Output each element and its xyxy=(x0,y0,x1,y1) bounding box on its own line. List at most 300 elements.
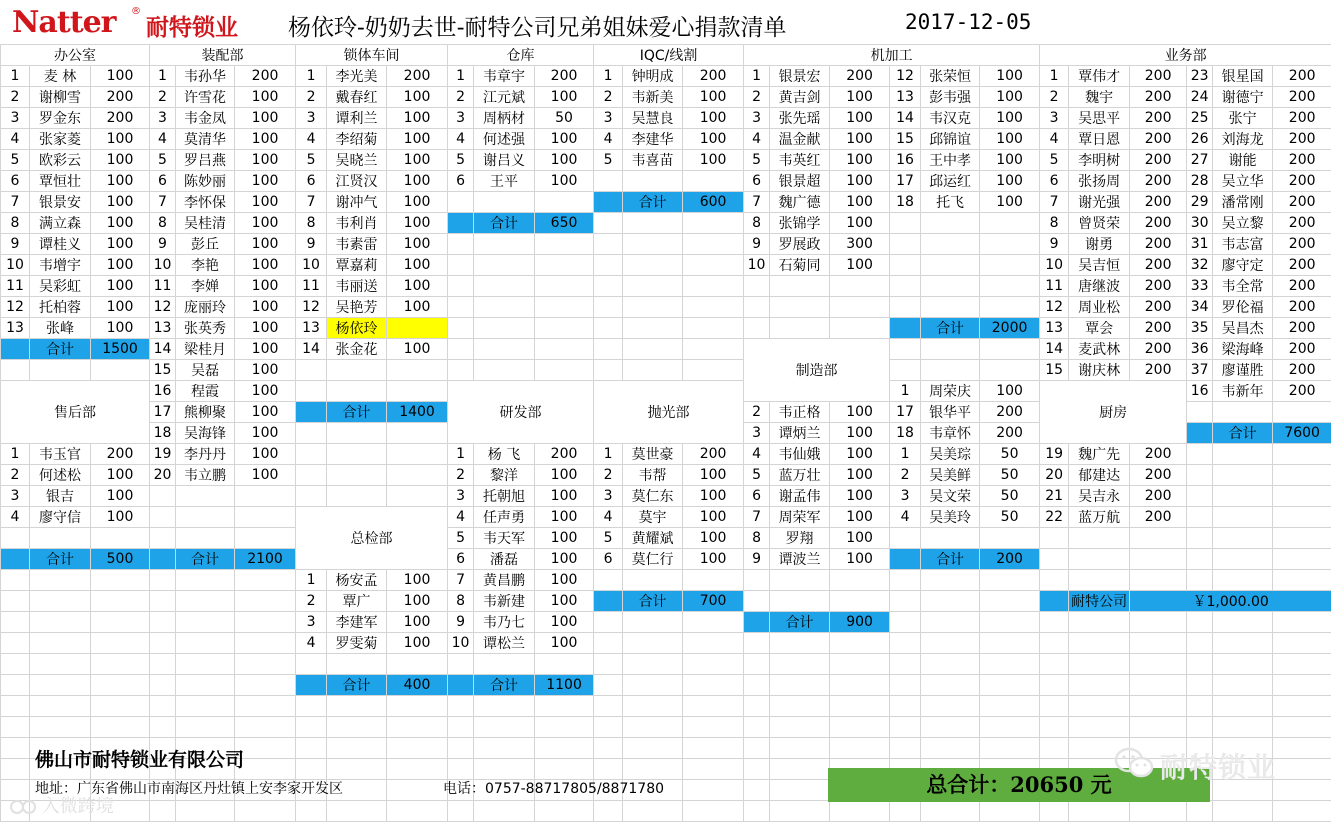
donor-name[interactable]: 谢能 xyxy=(1213,150,1273,171)
empty-cell[interactable] xyxy=(980,339,1040,360)
donation-amount[interactable]: 200 xyxy=(235,66,296,87)
donor-name[interactable]: 罗吕燕 xyxy=(176,150,235,171)
donation-amount[interactable]: 200 xyxy=(1273,339,1331,360)
donation-amount[interactable]: 100 xyxy=(91,465,150,486)
empty-cell[interactable] xyxy=(387,717,448,738)
empty-cell[interactable] xyxy=(623,801,683,822)
donor-name[interactable]: 韦志富 xyxy=(1213,234,1273,255)
donor-name[interactable]: 张峰 xyxy=(30,318,91,339)
empty-cell[interactable] xyxy=(535,654,594,675)
dept-header[interactable]: 机加工 xyxy=(744,45,1040,66)
row-number[interactable]: 1 xyxy=(744,66,770,87)
empty-cell[interactable] xyxy=(176,654,235,675)
row-number[interactable]: 4 xyxy=(1040,129,1069,150)
empty-cell[interactable] xyxy=(327,759,387,780)
empty-cell[interactable] xyxy=(1,633,30,654)
donation-amount[interactable]: 50 xyxy=(980,444,1040,465)
empty-cell[interactable] xyxy=(91,570,150,591)
total-label[interactable]: 合计 xyxy=(623,192,683,213)
donation-amount[interactable]: 200 xyxy=(1273,381,1331,402)
donation-amount[interactable]: 50 xyxy=(980,507,1040,528)
donor-name[interactable]: 张荣恒 xyxy=(921,66,980,87)
empty-cell[interactable] xyxy=(235,675,296,696)
donor-name[interactable]: 彭韦强 xyxy=(921,87,980,108)
row-number[interactable]: 30 xyxy=(1187,213,1213,234)
empty-cell[interactable] xyxy=(448,801,474,822)
row-number[interactable]: 3 xyxy=(1,108,30,129)
donor-name[interactable]: 谭利兰 xyxy=(327,108,387,129)
row-number[interactable]: 34 xyxy=(1187,297,1213,318)
donation-amount[interactable]: 200 xyxy=(1130,444,1187,465)
empty-cell[interactable] xyxy=(150,717,176,738)
donor-name[interactable]: 潘磊 xyxy=(474,549,535,570)
row-number[interactable]: 12 xyxy=(1,297,30,318)
empty-cell[interactable] xyxy=(1130,801,1187,822)
row-number[interactable]: 11 xyxy=(150,276,176,297)
row-number[interactable]: 9 xyxy=(448,612,474,633)
empty-cell[interactable] xyxy=(235,696,296,717)
empty-cell[interactable] xyxy=(150,696,176,717)
empty-cell[interactable] xyxy=(1213,549,1273,570)
empty-cell[interactable] xyxy=(327,717,387,738)
empty-cell[interactable] xyxy=(1213,801,1273,822)
dept-header[interactable]: 仓库 xyxy=(448,45,594,66)
donation-amount[interactable]: 100 xyxy=(91,486,150,507)
row-number[interactable]: 6 xyxy=(744,486,770,507)
row-number[interactable]: 10 xyxy=(1,255,30,276)
empty-cell[interactable] xyxy=(327,654,387,675)
row-number[interactable]: 1 xyxy=(448,66,474,87)
empty-cell[interactable] xyxy=(296,738,327,759)
donor-name[interactable]: 王中孝 xyxy=(921,150,980,171)
donation-amount[interactable]: 100 xyxy=(535,87,594,108)
donor-name[interactable]: 韦英红 xyxy=(770,150,830,171)
empty-cell[interactable] xyxy=(890,612,921,633)
empty-cell[interactable] xyxy=(890,234,921,255)
empty-cell[interactable] xyxy=(535,738,594,759)
donation-amount[interactable]: 200 xyxy=(1130,360,1187,381)
empty-cell[interactable] xyxy=(744,633,770,654)
donation-amount[interactable]: 100 xyxy=(683,129,744,150)
donation-amount[interactable]: 100 xyxy=(830,255,890,276)
donor-name[interactable]: 麦武林 xyxy=(1069,339,1130,360)
empty-cell[interactable] xyxy=(744,675,770,696)
total-amount[interactable]: 1500 xyxy=(91,339,150,360)
donor-name[interactable]: 李婵 xyxy=(176,276,235,297)
empty-cell[interactable] xyxy=(683,234,744,255)
total-amount[interactable]: 200 xyxy=(980,549,1040,570)
donor-name[interactable]: 庞丽玲 xyxy=(176,297,235,318)
empty-cell[interactable] xyxy=(448,255,474,276)
empty-cell[interactable] xyxy=(980,528,1040,549)
total-spacer[interactable] xyxy=(150,549,176,570)
donation-amount[interactable]: 100 xyxy=(535,171,594,192)
empty-cell[interactable] xyxy=(744,759,770,780)
empty-cell[interactable] xyxy=(296,444,327,465)
donation-amount[interactable]: 200 xyxy=(1130,507,1187,528)
total-spacer[interactable] xyxy=(1040,591,1069,612)
donor-name[interactable]: 廖谨胜 xyxy=(1213,360,1273,381)
empty-cell[interactable] xyxy=(1130,633,1187,654)
empty-cell[interactable] xyxy=(176,696,235,717)
empty-cell[interactable] xyxy=(744,780,770,801)
donation-amount[interactable]: 100 xyxy=(91,255,150,276)
empty-cell[interactable] xyxy=(594,255,623,276)
empty-cell[interactable] xyxy=(1130,717,1187,738)
donation-amount[interactable]: 200 xyxy=(1273,255,1331,276)
total-spacer[interactable] xyxy=(890,549,921,570)
empty-cell[interactable] xyxy=(683,213,744,234)
empty-cell[interactable] xyxy=(770,696,830,717)
donation-amount[interactable]: 200 xyxy=(683,66,744,87)
empty-cell[interactable] xyxy=(683,759,744,780)
empty-cell[interactable] xyxy=(744,738,770,759)
empty-cell[interactable] xyxy=(744,318,770,339)
row-number[interactable]: 3 xyxy=(296,108,327,129)
row-number[interactable]: 1 xyxy=(1,66,30,87)
empty-cell[interactable] xyxy=(535,339,594,360)
donor-name[interactable]: 周业松 xyxy=(1069,297,1130,318)
empty-cell[interactable] xyxy=(830,591,890,612)
empty-cell[interactable] xyxy=(594,213,623,234)
row-number[interactable]: 14 xyxy=(890,108,921,129)
empty-cell[interactable] xyxy=(623,276,683,297)
row-number[interactable]: 7 xyxy=(1,192,30,213)
donor-name[interactable]: 吴思平 xyxy=(1069,108,1130,129)
total-spacer[interactable] xyxy=(594,591,623,612)
empty-cell[interactable] xyxy=(890,696,921,717)
empty-cell[interactable] xyxy=(594,570,623,591)
total-label[interactable]: 合计 xyxy=(921,318,980,339)
empty-cell[interactable] xyxy=(448,192,474,213)
donation-amount[interactable]: 200 xyxy=(1130,87,1187,108)
donor-name[interactable]: 韦章怀 xyxy=(921,423,980,444)
row-number[interactable]: 8 xyxy=(1040,213,1069,234)
empty-cell[interactable] xyxy=(1273,507,1331,528)
row-number[interactable]: 36 xyxy=(1187,339,1213,360)
donor-name[interactable]: 莫仁东 xyxy=(623,486,683,507)
empty-cell[interactable] xyxy=(921,297,980,318)
empty-cell[interactable] xyxy=(594,717,623,738)
donation-amount[interactable]: 100 xyxy=(91,234,150,255)
donation-amount[interactable]: 200 xyxy=(1130,192,1187,213)
row-number[interactable]: 23 xyxy=(1187,66,1213,87)
total-spacer[interactable] xyxy=(448,213,474,234)
total-label[interactable]: 合计 xyxy=(327,402,387,423)
empty-cell[interactable] xyxy=(1273,654,1331,675)
dept-header[interactable]: 总检部 xyxy=(296,507,448,570)
empty-cell[interactable] xyxy=(1273,675,1331,696)
donation-amount[interactable]: 200 xyxy=(1130,255,1187,276)
empty-cell[interactable] xyxy=(683,255,744,276)
donor-name[interactable]: 蓝万壮 xyxy=(770,465,830,486)
empty-cell[interactable] xyxy=(327,738,387,759)
donation-amount[interactable]: 100 xyxy=(235,255,296,276)
empty-cell[interactable] xyxy=(176,675,235,696)
donation-amount[interactable]: 100 xyxy=(535,507,594,528)
donor-name[interactable]: 唐继波 xyxy=(1069,276,1130,297)
empty-cell[interactable] xyxy=(683,360,744,381)
donor-name[interactable]: 吴立华 xyxy=(1213,171,1273,192)
total-spacer[interactable] xyxy=(1,549,30,570)
row-number[interactable]: 10 xyxy=(1040,255,1069,276)
donation-amount[interactable]: 100 xyxy=(387,633,448,654)
empty-cell[interactable] xyxy=(448,654,474,675)
empty-cell[interactable] xyxy=(474,297,535,318)
empty-cell[interactable] xyxy=(535,255,594,276)
donor-name[interactable]: 廖守定 xyxy=(1213,255,1273,276)
donation-amount[interactable]: 200 xyxy=(1273,318,1331,339)
donor-name[interactable]: 罗金东 xyxy=(30,108,91,129)
donor-name[interactable]: 韦立鹏 xyxy=(176,465,235,486)
donor-name[interactable]: 吴桂清 xyxy=(176,213,235,234)
empty-cell[interactable] xyxy=(921,339,980,360)
donor-name[interactable]: 杨依玲 xyxy=(327,318,387,339)
empty-cell[interactable] xyxy=(235,486,296,507)
donation-amount[interactable]: 200 xyxy=(1273,171,1331,192)
empty-cell[interactable] xyxy=(1,360,30,381)
donor-name[interactable]: 银华平 xyxy=(921,402,980,423)
empty-cell[interactable] xyxy=(535,276,594,297)
donor-name[interactable]: 彭丘 xyxy=(176,234,235,255)
empty-cell[interactable] xyxy=(1040,801,1069,822)
empty-cell[interactable] xyxy=(1040,570,1069,591)
donor-name[interactable]: 谢孟伟 xyxy=(770,486,830,507)
donation-amount[interactable]: 100 xyxy=(683,507,744,528)
donation-amount[interactable]: 100 xyxy=(535,465,594,486)
empty-cell[interactable] xyxy=(921,528,980,549)
row-number[interactable]: 12 xyxy=(890,66,921,87)
empty-cell[interactable] xyxy=(150,507,176,528)
empty-cell[interactable] xyxy=(980,738,1040,759)
donation-amount[interactable]: 100 xyxy=(535,570,594,591)
donation-amount[interactable]: 100 xyxy=(980,192,1040,213)
donor-name[interactable]: 张先瑶 xyxy=(770,108,830,129)
donation-amount[interactable]: 200 xyxy=(830,66,890,87)
row-number[interactable]: 14 xyxy=(296,339,327,360)
row-number[interactable]: 14 xyxy=(1040,339,1069,360)
donation-amount[interactable]: 100 xyxy=(980,381,1040,402)
empty-cell[interactable] xyxy=(890,591,921,612)
empty-cell[interactable] xyxy=(623,570,683,591)
donor-name[interactable]: 黎洋 xyxy=(474,465,535,486)
empty-cell[interactable] xyxy=(683,612,744,633)
empty-cell[interactable] xyxy=(1,654,30,675)
empty-cell[interactable] xyxy=(176,612,235,633)
empty-cell[interactable] xyxy=(980,234,1040,255)
empty-cell[interactable] xyxy=(683,738,744,759)
empty-cell[interactable] xyxy=(1213,402,1273,423)
donation-amount[interactable]: 100 xyxy=(91,192,150,213)
donor-name[interactable]: 张宁 xyxy=(1213,108,1273,129)
row-number[interactable]: 29 xyxy=(1187,192,1213,213)
row-number[interactable]: 6 xyxy=(150,171,176,192)
empty-cell[interactable] xyxy=(830,717,890,738)
donation-amount[interactable]: 100 xyxy=(980,66,1040,87)
donor-name[interactable]: 江元斌 xyxy=(474,87,535,108)
empty-cell[interactable] xyxy=(623,213,683,234)
row-number[interactable]: 3 xyxy=(296,612,327,633)
row-number[interactable]: 15 xyxy=(1040,360,1069,381)
total-spacer[interactable] xyxy=(744,612,770,633)
donation-amount[interactable]: 100 xyxy=(830,87,890,108)
donation-amount[interactable]: 200 xyxy=(1273,87,1331,108)
total-label[interactable]: 合计 xyxy=(327,675,387,696)
empty-cell[interactable] xyxy=(770,633,830,654)
empty-cell[interactable] xyxy=(327,360,387,381)
donor-name[interactable]: 李建华 xyxy=(623,129,683,150)
row-number[interactable]: 13 xyxy=(1040,318,1069,339)
empty-cell[interactable] xyxy=(890,654,921,675)
empty-cell[interactable] xyxy=(921,696,980,717)
empty-cell[interactable] xyxy=(744,276,770,297)
empty-cell[interactable] xyxy=(830,297,890,318)
row-number[interactable]: 12 xyxy=(296,297,327,318)
empty-cell[interactable] xyxy=(1,696,30,717)
donation-amount[interactable]: 100 xyxy=(683,465,744,486)
donation-amount[interactable]: 200 xyxy=(91,108,150,129)
empty-cell[interactable] xyxy=(980,570,1040,591)
empty-cell[interactable] xyxy=(535,801,594,822)
empty-cell[interactable] xyxy=(327,486,387,507)
empty-cell[interactable] xyxy=(1187,465,1213,486)
empty-cell[interactable] xyxy=(1273,801,1331,822)
total-label[interactable]: 合计 xyxy=(474,213,535,234)
empty-cell[interactable] xyxy=(296,759,327,780)
row-number[interactable]: 33 xyxy=(1187,276,1213,297)
empty-cell[interactable] xyxy=(921,654,980,675)
empty-cell[interactable] xyxy=(1213,465,1273,486)
empty-cell[interactable] xyxy=(1273,696,1331,717)
empty-cell[interactable] xyxy=(327,444,387,465)
empty-cell[interactable] xyxy=(535,696,594,717)
empty-cell[interactable] xyxy=(1069,717,1130,738)
total-amount[interactable]: 900 xyxy=(830,612,890,633)
empty-cell[interactable] xyxy=(535,192,594,213)
donor-name[interactable]: 张扬周 xyxy=(1069,171,1130,192)
empty-cell[interactable] xyxy=(980,591,1040,612)
empty-cell[interactable] xyxy=(474,192,535,213)
empty-cell[interactable] xyxy=(683,801,744,822)
donation-amount[interactable]: 100 xyxy=(387,108,448,129)
donor-name[interactable]: 李建军 xyxy=(327,612,387,633)
empty-cell[interactable] xyxy=(744,570,770,591)
donor-name[interactable]: 戴春红 xyxy=(327,87,387,108)
empty-cell[interactable] xyxy=(980,654,1040,675)
total-label[interactable]: 合计 xyxy=(30,549,91,570)
donation-amount[interactable]: 100 xyxy=(683,486,744,507)
donation-amount[interactable]: 100 xyxy=(980,108,1040,129)
row-number[interactable]: 3 xyxy=(448,108,474,129)
row-number[interactable]: 18 xyxy=(890,423,921,444)
donation-amount[interactable]: 100 xyxy=(387,150,448,171)
empty-cell[interactable] xyxy=(1130,549,1187,570)
donation-amount[interactable] xyxy=(387,318,448,339)
donation-amount[interactable]: 200 xyxy=(1273,213,1331,234)
donor-name[interactable]: 覃恒壮 xyxy=(30,171,91,192)
row-number[interactable]: 2 xyxy=(1,87,30,108)
donation-amount[interactable]: 200 xyxy=(1273,129,1331,150)
empty-cell[interactable] xyxy=(594,360,623,381)
empty-cell[interactable] xyxy=(1040,675,1069,696)
empty-cell[interactable] xyxy=(683,696,744,717)
empty-cell[interactable] xyxy=(830,696,890,717)
empty-cell[interactable] xyxy=(1040,717,1069,738)
empty-cell[interactable] xyxy=(327,423,387,444)
empty-cell[interactable] xyxy=(830,570,890,591)
row-number[interactable]: 2 xyxy=(296,591,327,612)
donor-name[interactable]: 莫宇 xyxy=(623,507,683,528)
total-spacer[interactable] xyxy=(296,402,327,423)
donor-name[interactable]: 温金献 xyxy=(770,129,830,150)
empty-cell[interactable] xyxy=(30,654,91,675)
empty-cell[interactable] xyxy=(1213,633,1273,654)
empty-cell[interactable] xyxy=(921,276,980,297)
row-number[interactable]: 24 xyxy=(1187,87,1213,108)
row-number[interactable]: 12 xyxy=(1040,297,1069,318)
donation-amount[interactable]: 100 xyxy=(91,276,150,297)
donation-amount[interactable]: 200 xyxy=(1130,234,1187,255)
donor-name[interactable]: 谢柳雪 xyxy=(30,87,91,108)
empty-cell[interactable] xyxy=(235,717,296,738)
row-number[interactable]: 21 xyxy=(1040,486,1069,507)
empty-cell[interactable] xyxy=(1213,675,1273,696)
donor-name[interactable]: 许雪花 xyxy=(176,87,235,108)
empty-cell[interactable] xyxy=(387,780,448,801)
donor-name[interactable]: 韦正格 xyxy=(770,402,830,423)
donation-amount[interactable]: 100 xyxy=(830,507,890,528)
empty-cell[interactable] xyxy=(296,381,327,402)
empty-cell[interactable] xyxy=(921,591,980,612)
donation-amount[interactable]: 100 xyxy=(387,276,448,297)
empty-cell[interactable] xyxy=(448,360,474,381)
empty-cell[interactable] xyxy=(150,633,176,654)
empty-cell[interactable] xyxy=(980,276,1040,297)
donor-name[interactable]: 吴美鲜 xyxy=(921,465,980,486)
donation-amount[interactable]: 100 xyxy=(387,87,448,108)
donor-name[interactable]: 麦 林 xyxy=(30,66,91,87)
row-number[interactable]: 25 xyxy=(1187,108,1213,129)
empty-cell[interactable] xyxy=(91,654,150,675)
empty-cell[interactable] xyxy=(327,801,387,822)
empty-cell[interactable] xyxy=(474,276,535,297)
donation-amount[interactable]: 100 xyxy=(387,192,448,213)
empty-cell[interactable] xyxy=(594,696,623,717)
empty-cell[interactable] xyxy=(474,696,535,717)
donation-amount[interactable]: 200 xyxy=(91,87,150,108)
row-number[interactable]: 15 xyxy=(890,129,921,150)
row-number[interactable]: 11 xyxy=(296,276,327,297)
empty-cell[interactable] xyxy=(1273,633,1331,654)
row-number[interactable]: 5 xyxy=(744,465,770,486)
empty-cell[interactable] xyxy=(1,528,30,549)
donation-amount[interactable]: 200 xyxy=(1130,297,1187,318)
empty-cell[interactable] xyxy=(623,297,683,318)
total-amount[interactable]: 650 xyxy=(535,213,594,234)
donor-name[interactable]: 罗翔 xyxy=(770,528,830,549)
row-number[interactable]: 9 xyxy=(744,549,770,570)
empty-cell[interactable] xyxy=(387,654,448,675)
empty-cell[interactable] xyxy=(623,696,683,717)
row-number[interactable]: 26 xyxy=(1187,129,1213,150)
row-number[interactable]: 19 xyxy=(1040,444,1069,465)
empty-cell[interactable] xyxy=(30,528,91,549)
donor-name[interactable]: 黄吉剑 xyxy=(770,87,830,108)
donor-name[interactable]: 覃广 xyxy=(327,591,387,612)
empty-cell[interactable] xyxy=(474,339,535,360)
total-amount[interactable]: 7600 xyxy=(1273,423,1331,444)
total-amount[interactable]: 1400 xyxy=(387,402,448,423)
